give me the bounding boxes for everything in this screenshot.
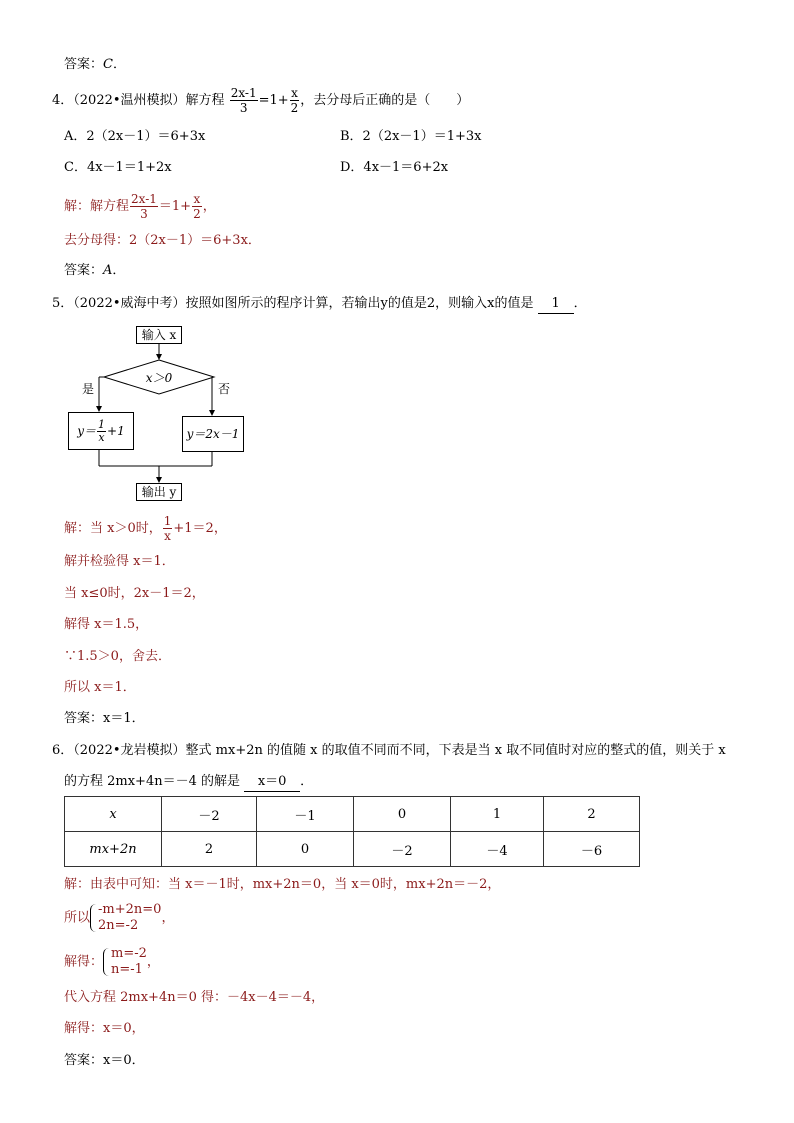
option-b: B．2（2x－1）＝1+3x: [340, 129, 482, 144]
solution-line: 解：解方程 $\frac{2x-1}{3}$ ＝1+ $\frac{x}{2}$ ，: [64, 192, 216, 221]
table-cell: －6: [544, 832, 640, 867]
input-box: 输入 x: [136, 326, 182, 344]
table-cell: mx+2n: [65, 832, 162, 867]
table-cell: x: [65, 797, 162, 832]
solution-line: 解：当 x＞0时， $\frac{1}{x}$ +1＝2，: [64, 514, 227, 543]
table-row: [65, 832, 640, 867]
answer-line-q5: 答案：x＝1．: [64, 711, 145, 726]
fraction: $\frac{x}{2}$: [290, 86, 299, 115]
question-6: 6．（2022•龙岩模拟）整式 mx+2n 的值随 x 的取值不同而不同，下表是当 x 取不同值时对应的整式的值，则关于 x: [52, 743, 726, 758]
system-of-equations: 解得： m=-2 n=-1 ，: [64, 946, 160, 977]
question-4: 4．（2022•温州模拟）解方程 $\frac{2x-1}{3}$ =1+ $\frac{x}{2}$ ，去分母后正确的是（ ）: [52, 86, 470, 115]
table-cell: 0: [354, 797, 451, 832]
left-process-box: y＝ $\frac{1}{x}$ +1: [68, 412, 134, 450]
system-of-equations: 所以 -m+2n=0 2n=-2 ，: [64, 902, 175, 933]
solution-step: 解并检验得 x＝1．: [64, 554, 175, 569]
yes-label: 是: [82, 382, 95, 396]
condition-text: x＞0: [145, 371, 173, 385]
option-c: C．4x－1＝1+2x: [64, 160, 172, 175]
solution-step: 解得：x＝0，: [64, 1021, 145, 1036]
flowchart: [62, 322, 262, 504]
solution-line: 解：由表中可知：当 x＝－1时，mx+2n＝0，当 x＝0时，mx+2n＝－2，: [64, 877, 501, 892]
answer-blank: 1: [538, 295, 574, 314]
solution-step: 代入方程 2mx+4n＝0 得：－4x－4＝－4，: [64, 990, 325, 1005]
values-table: [64, 796, 640, 867]
table-cell: －2: [354, 832, 451, 867]
no-label: 否: [218, 382, 231, 396]
question-5: 5．（2022•威海中考）按照如图所示的程序计算，若输出y的值是2，则输入x的值是 1 ．: [52, 295, 587, 314]
solution-step: ∵1.5＞0，舍去．: [64, 649, 171, 664]
answer-line-q6: 答案：x＝0．: [64, 1053, 145, 1068]
fraction: $\frac{2x-1}{3}$: [230, 86, 257, 115]
table-cell: －2: [162, 797, 257, 832]
right-process-box: y＝2x－1: [182, 416, 244, 452]
output-box: 输出 y: [136, 483, 182, 501]
table-row: [65, 797, 640, 832]
table-cell: 0: [257, 832, 354, 867]
solution-step: 当 x≤0时，2x－1＝2，: [64, 586, 205, 601]
answer-line-q4: 答案：A．: [64, 263, 126, 278]
question-6-cont: 的方程 2mx+4n＝－4 的解是 x＝0 ．: [64, 773, 313, 792]
solution-step: 所以 x＝1．: [64, 680, 136, 695]
answer-line-q3: 答案：C．: [64, 57, 126, 72]
table-cell: 2: [544, 797, 640, 832]
answer-blank: x＝0: [244, 773, 300, 792]
option-d: D．4x－1＝6+2x: [340, 160, 449, 175]
table-cell: 1: [451, 797, 544, 832]
table-cell: 2: [162, 832, 257, 867]
solution-step: 解得 x＝1.5，: [64, 617, 149, 632]
solution-step: 去分母得：2（2x－1）＝6+3x．: [64, 233, 261, 248]
option-a: A．2（2x－1）＝6+3x: [64, 129, 206, 144]
table-cell: －4: [451, 832, 544, 867]
table-cell: －1: [257, 797, 354, 832]
